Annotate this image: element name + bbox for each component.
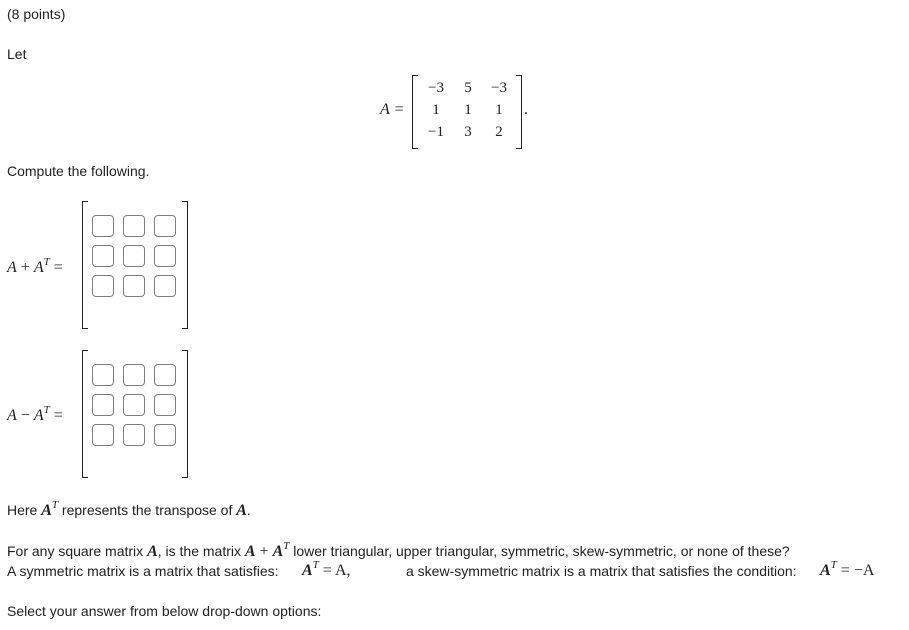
sum-input-r1c2[interactable] xyxy=(123,215,145,237)
matrix-right-bracket xyxy=(516,75,522,149)
diff-label: $A - A^T$ = xyxy=(7,404,63,424)
matrix-a-cell: −1 xyxy=(428,124,444,140)
sum-input-r2c1[interactable] xyxy=(92,245,114,267)
skew-symmetric-definition: a skew-symmetric matrix is a matrix that satisfies the condition: xyxy=(406,563,797,579)
matrix-a-grid xyxy=(420,77,514,143)
diff-matrix xyxy=(82,350,188,476)
sum-input-r2c3[interactable] xyxy=(154,245,176,267)
diff-input-r1c3[interactable] xyxy=(154,364,176,386)
matrix-right-bracket xyxy=(182,201,188,329)
matrix-left-bracket xyxy=(82,350,88,478)
sum-label: $A + A^T$ = xyxy=(7,256,63,276)
question-text: For any square matrix A, is the matrix $A + A^T$ lower triangular, upper triangular, symmetric, skew-symmetric, or none of these? xyxy=(7,540,790,560)
matrix-a-cell: 5 xyxy=(464,80,472,96)
diff-input-r1c1[interactable] xyxy=(92,364,114,386)
sum-input-r1c1[interactable] xyxy=(92,215,114,237)
diff-input-r2c1[interactable] xyxy=(92,394,114,416)
skew-symmetric-condition: $A^T = -A$ xyxy=(820,559,875,579)
diff-input-r3c3[interactable] xyxy=(154,424,176,446)
matrix-a-lhs: A = xyxy=(380,101,405,118)
compute-label: Compute the following. xyxy=(7,163,150,179)
matrix-a-cell: −3 xyxy=(428,80,444,96)
sum-input-r3c2[interactable] xyxy=(123,275,145,297)
matrix-a xyxy=(412,75,522,147)
sum-input-r3c1[interactable] xyxy=(92,275,114,297)
sum-input-r2c2[interactable] xyxy=(123,245,145,267)
matrix-a-cell: 1 xyxy=(464,102,472,118)
diff-input-r2c3[interactable] xyxy=(154,394,176,416)
points-label: (8 points) xyxy=(7,6,66,22)
matrix-a-cell: 1 xyxy=(432,102,440,118)
matrix-left-bracket xyxy=(412,75,418,149)
select-instruction: Select your answer from below drop-down options: xyxy=(7,603,322,619)
transpose-note: Here $A^T$ represents the transpose of A. xyxy=(7,499,251,519)
matrix-a-cell: −3 xyxy=(491,80,507,96)
diff-input-r1c2[interactable] xyxy=(123,364,145,386)
matrix-a-cell: 2 xyxy=(495,124,503,140)
matrix-a-period: . xyxy=(524,101,528,118)
diff-input-r2c2[interactable] xyxy=(123,394,145,416)
symmetric-definition: A symmetric matrix is a matrix that satisfies: xyxy=(7,563,279,579)
matrix-right-bracket xyxy=(182,350,188,478)
matrix-a-cell: 1 xyxy=(495,102,503,118)
sum-input-r1c3[interactable] xyxy=(154,215,176,237)
matrix-left-bracket xyxy=(82,201,88,329)
let-label: Let xyxy=(7,46,27,62)
matrix-a-cell: 3 xyxy=(464,124,472,140)
diff-input-r3c2[interactable] xyxy=(123,424,145,446)
symmetric-condition: $A^T = A$, xyxy=(302,559,351,579)
diff-input-r3c1[interactable] xyxy=(92,424,114,446)
sum-matrix xyxy=(82,201,188,327)
sum-input-r3c3[interactable] xyxy=(154,275,176,297)
